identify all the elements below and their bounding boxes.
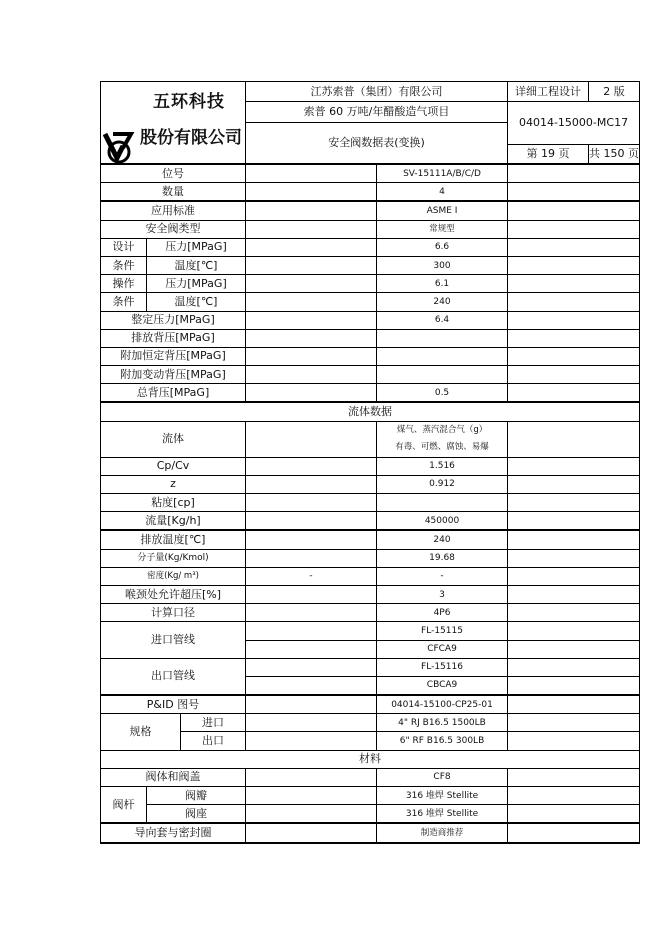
inlet-pipe-label: 进口管线 <box>101 622 246 658</box>
fluid-value-line2: 有毒、可燃、腐蚀、易爆 <box>395 442 489 453</box>
seat-value: 316 堆焊 Stellite <box>377 805 508 824</box>
outlet-pipe-value2: CBCA9 <box>377 676 508 695</box>
overpressure-label: 喉颈处允许超压[%] <box>101 585 246 603</box>
doc-title: 安全阀数据表(变换) <box>246 123 508 164</box>
valve-type-label: 安全阀类型 <box>101 220 246 238</box>
version: 2 版 <box>589 82 640 102</box>
discharge-temp-value: 240 <box>377 530 508 549</box>
inlet-pipe-value1: FL-15115 <box>377 622 508 640</box>
total-pages: 共 150 页 <box>589 144 640 164</box>
design-temp-label: 温度[℃] <box>147 256 246 274</box>
op-pressure-label: 压力[MPaG] <box>147 275 246 293</box>
op-label-2: 条件 <box>101 293 147 311</box>
tag-value: SV-15111A/B/C/D <box>377 164 508 183</box>
viscosity-label: 粘度[cp] <box>101 494 246 512</box>
set-pressure-value: 6.4 <box>377 311 508 329</box>
inlet-pipe-value2: CFCA9 <box>377 640 508 658</box>
density-value-a: - <box>246 567 377 585</box>
const-bp-value <box>377 347 508 365</box>
spec-label: 规格 <box>101 714 181 750</box>
op-temp-value: 240 <box>377 293 508 311</box>
material-section-title: 材料 <box>101 750 640 768</box>
guide-label: 导向套与密封圈 <box>101 823 246 842</box>
project-name: 索普 60 万吨/年醋酸造气项目 <box>246 102 508 123</box>
var-bp-label: 附加变动背压[MPaG] <box>101 366 246 384</box>
design-label-2: 条件 <box>101 256 147 274</box>
datasheet <box>100 81 639 844</box>
body-label: 阀体和阀盖 <box>101 768 246 786</box>
op-label-1: 操作 <box>101 275 147 293</box>
orifice-value: 4P6 <box>377 604 508 622</box>
pid-value: 04014-15100-CP25-01 <box>377 695 508 714</box>
fluid-section-title: 流体数据 <box>101 402 640 421</box>
flow-value: 450000 <box>377 512 508 531</box>
spec-inlet-value: 4" RJ B16.5 1500LB <box>377 714 508 732</box>
guide-value: 制造商推荐 <box>377 823 508 842</box>
standard-value: ASME Ⅰ <box>377 201 508 220</box>
mw-label: 分子量(Kg/Kmol) <box>101 549 246 567</box>
op-pressure-value: 6.1 <box>377 275 508 293</box>
seat-label: 阀座 <box>147 805 246 824</box>
flow-label: 流量[Kg/h] <box>101 512 246 531</box>
design-stage: 详细工程设计 <box>508 82 589 102</box>
discharge-bp-label: 排放背压[MPaG] <box>101 329 246 347</box>
company-logo <box>101 82 246 165</box>
client-name: 江苏索普（集团）有限公司 <box>246 82 508 102</box>
var-bp-value <box>377 366 508 384</box>
const-bp-label: 附加恒定背压[MPaG] <box>101 347 246 365</box>
density-value-b: - <box>377 567 508 585</box>
total-bp-value: 0.5 <box>377 384 508 403</box>
standard-label: 应用标准 <box>101 201 246 220</box>
qty-label: 数量 <box>101 183 246 202</box>
stem-label: 阀杆 <box>101 787 147 824</box>
spec-inlet-label: 进口 <box>181 714 246 732</box>
orifice-label: 计算口径 <box>101 604 246 622</box>
set-pressure-label: 整定压力[MPaG] <box>101 311 246 329</box>
outlet-pipe-value1: FL-15116 <box>377 658 508 676</box>
tag-label: 位号 <box>101 164 246 183</box>
cpcv-label: Cp/Cv <box>101 457 246 475</box>
viscosity-value <box>377 494 508 512</box>
spec-outlet-value: 6" RF B16.5 300LB <box>377 732 508 750</box>
design-pressure-label: 压力[MPaG] <box>147 238 246 256</box>
spec-outlet-label: 出口 <box>181 732 246 750</box>
design-label-1: 设计 <box>101 238 147 256</box>
pid-label: P&ID 图号 <box>101 695 246 714</box>
body-value: CF8 <box>377 768 508 786</box>
design-pressure-value: 6.6 <box>377 238 508 256</box>
logo-text-top: 五环科技 <box>153 92 225 112</box>
design-temp-value: 300 <box>377 256 508 274</box>
fluid-label: 流体 <box>101 421 246 457</box>
qty-value: 4 <box>377 183 508 202</box>
fluid-value <box>377 421 508 457</box>
mw-value: 19.68 <box>377 549 508 567</box>
page-number: 第 19 页 <box>508 144 589 164</box>
logo-text-bottom: 股份有限公司 <box>140 128 242 148</box>
op-temp-label: 温度[℃] <box>147 293 246 311</box>
discharge-bp-value <box>377 329 508 347</box>
outlet-pipe-label: 出口管线 <box>101 658 246 695</box>
wuhuan-logo-icon <box>103 130 137 164</box>
z-value: 0.912 <box>377 475 508 493</box>
fluid-value-line1: 煤气、蒸汽混合气（g） <box>396 425 488 436</box>
valve-type-value: 常规型 <box>377 220 508 238</box>
doc-number: 04014-15000-MC17 <box>508 102 640 145</box>
z-label: z <box>101 475 246 493</box>
discharge-temp-label: 排放温度[℃] <box>101 530 246 549</box>
overpressure-value: 3 <box>377 585 508 603</box>
disc-label: 阀瓣 <box>147 787 246 805</box>
density-label: 密度(Kg/ m³) <box>101 567 246 585</box>
cpcv-value: 1.516 <box>377 457 508 475</box>
total-bp-label: 总背压[MPaG] <box>101 384 246 403</box>
disc-value: 316 堆焊 Stellite <box>377 787 508 805</box>
